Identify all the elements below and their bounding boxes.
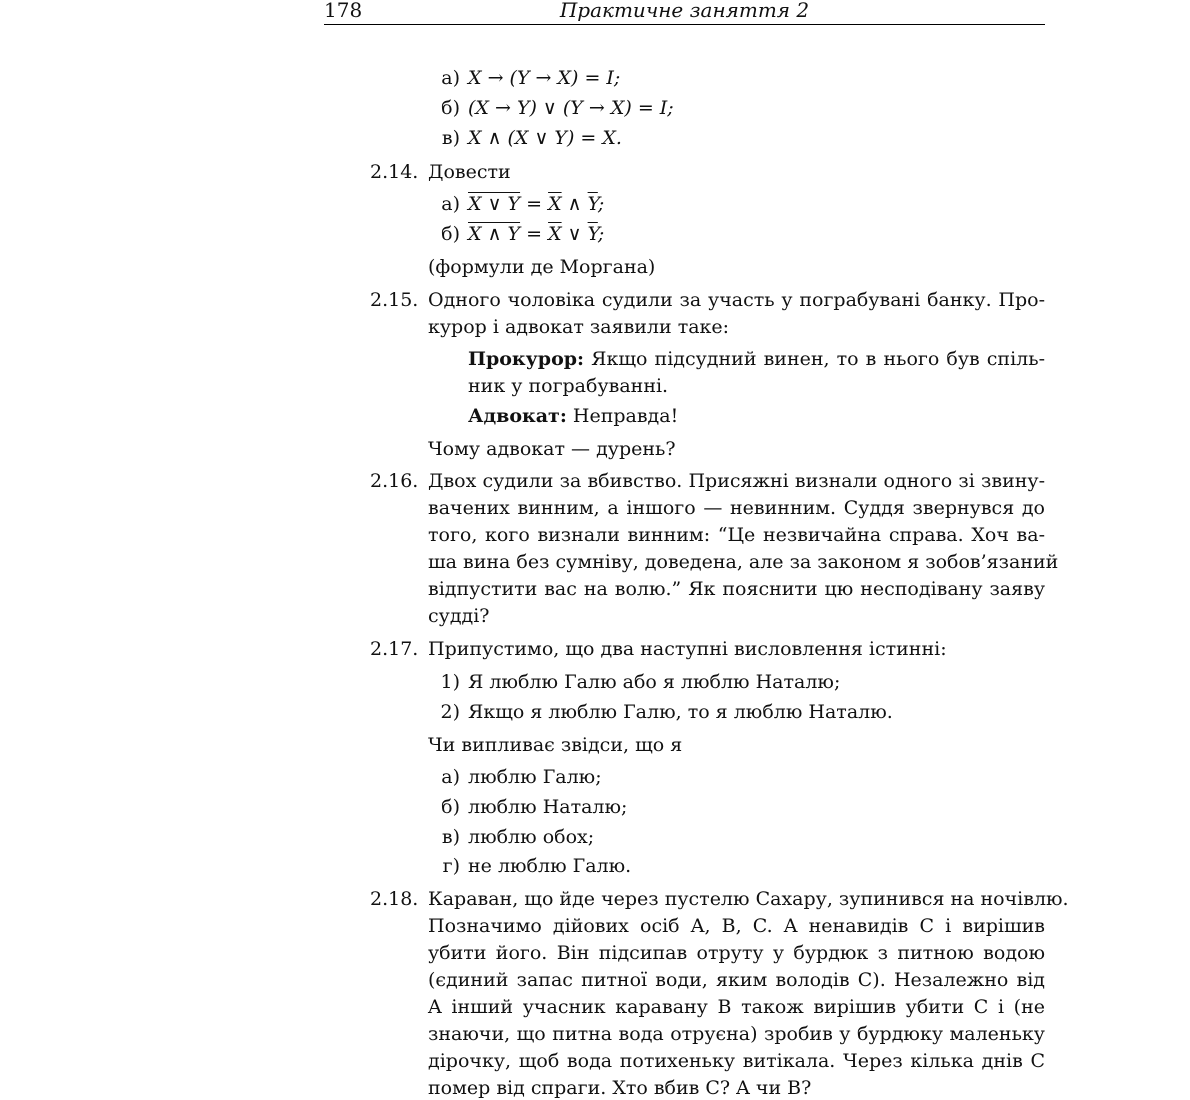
- de-morgan-formula: X ∧ $Y = \overline{X}$ ∨ $\overline{Y}$;: [468, 223, 605, 245]
- option-text: люблю Галю;: [468, 766, 602, 788]
- formula-lhs: X ∨ Y: [468, 193, 521, 215]
- paragraph-line: Двох судили за вбивство. Присяжні визнали одного зі звину-: [428, 470, 1045, 492]
- problem-number: 2.16.: [370, 470, 419, 492]
- item-label: а): [441, 67, 460, 89]
- option-text: люблю Наталю;: [468, 796, 628, 818]
- page-header: [324, 0, 1045, 25]
- option-text: не люблю Галю.: [468, 855, 632, 877]
- item-label: а): [441, 193, 460, 215]
- item-label: б): [441, 223, 460, 245]
- paragraph-line: Позначимо дійових осіб A, B, C. A ненавидів C і вирішив: [428, 915, 1045, 937]
- paragraph-line: курор і адвокат заявили таке:: [428, 316, 730, 338]
- formula-term: $\overline{Y}$: [587, 193, 598, 215]
- paragraph-line: знаючи, що питна вода отруєна) зробив у бурдюку маленьку: [428, 1023, 1045, 1045]
- paragraph-line: дірочку, щоб вода потихеньку витікала. Через кілька днів C: [428, 1050, 1045, 1072]
- problem-number: 2.18.: [370, 888, 419, 910]
- speaker-label: Адвокат:: [468, 405, 567, 427]
- problem-intro: Припустимо, що два наступні висловлення істинні:: [428, 638, 947, 660]
- page-number: 178: [324, 0, 363, 22]
- paragraph-line: помер від спраги. Хто вбив C? A чи B?: [428, 1077, 812, 1099]
- statement-text: Неправда!: [572, 405, 679, 427]
- formula-end: ;: [597, 193, 605, 215]
- statement-text: ник у пограбуванні.: [468, 375, 669, 397]
- problem-question: Чому адвокат — дурень?: [428, 438, 676, 460]
- paragraph-line: убити його. Він підсипав отруту у бурдюк з питною водою: [428, 942, 1045, 964]
- running-title: Практичне заняття 2: [559, 0, 810, 22]
- paragraph-line: ша вина без сумніву, доведена, але за законом я зобов’язаний: [428, 551, 1059, 573]
- formula: (X → Y) ∨ (Y → X) = I;: [468, 97, 674, 119]
- formula: X ∧ (X ∨ Y) = X.: [468, 127, 622, 149]
- item-label: 2): [440, 701, 460, 723]
- prosecutor-statement: [468, 347, 1045, 371]
- option-label: в): [441, 826, 460, 848]
- problem-question: Чи випливає звідси, що я: [428, 734, 683, 756]
- formula-lhs: X ∧ Y: [468, 223, 521, 245]
- option-label: г): [442, 855, 460, 877]
- paragraph-line: судді?: [428, 605, 490, 627]
- formula-term: $\overline{X}$: [548, 193, 562, 215]
- paragraph-line: (єдиний запас питної води, яким володів C). Незалежно від: [428, 969, 1045, 991]
- formula-term: $\overline{X}$: [548, 223, 562, 245]
- statement-text: Якщо підсудний винен, то в нього був спіль-: [591, 348, 1045, 370]
- problem-note: (формули де Моргана): [428, 256, 656, 278]
- option-label: б): [441, 796, 460, 818]
- problem-number: 2.17.: [370, 638, 419, 660]
- formula-operator: ∧: [567, 193, 582, 215]
- option-label: а): [441, 766, 460, 788]
- paragraph-line: відпустити вас на волю.” Як пояснити цю несподівану заяву: [428, 578, 1045, 600]
- option-text: люблю обох;: [468, 826, 595, 848]
- paragraph-line: A інший учасник каравану B також вирішив убити C і (не: [428, 996, 1045, 1018]
- item-label: б): [441, 97, 460, 119]
- formula: X → (Y → X) = I;: [468, 67, 621, 89]
- statement-text: Я люблю Галю або я люблю Наталю;: [468, 671, 841, 693]
- problem-intro: Довести: [428, 161, 511, 183]
- formula-operator: ∨: [567, 223, 582, 245]
- de-morgan-formula: X ∨ $Y = \overline{X}$ ∧ $\overline{Y}$;: [468, 193, 605, 215]
- statement-text: Якщо я люблю Галю, то я люблю Наталю.: [468, 701, 893, 723]
- problem-number: 2.14.: [370, 161, 419, 183]
- problem-number: 2.15.: [370, 289, 419, 311]
- speaker-label: Прокурор:: [468, 348, 585, 370]
- paragraph-line: того, кого визнали винним: “Це незвичайна справа. Хоч ва-: [428, 524, 1045, 546]
- paragraph-line: Караван, що йде через пустелю Сахару, зупинився на ночівлю.: [428, 888, 1069, 910]
- lawyer-statement: [468, 404, 678, 428]
- item-label: 1): [440, 671, 460, 693]
- paragraph-line: вачених винним, а іншого — невинним. Суддя звернувся до: [428, 497, 1045, 519]
- formula-term: $\overline{Y}$: [587, 223, 598, 245]
- item-label: в): [441, 127, 460, 149]
- formula-end: ;: [597, 223, 605, 245]
- paragraph-line: Одного чоловіка судили за участь у пограбувані банку. Про-: [428, 289, 1045, 311]
